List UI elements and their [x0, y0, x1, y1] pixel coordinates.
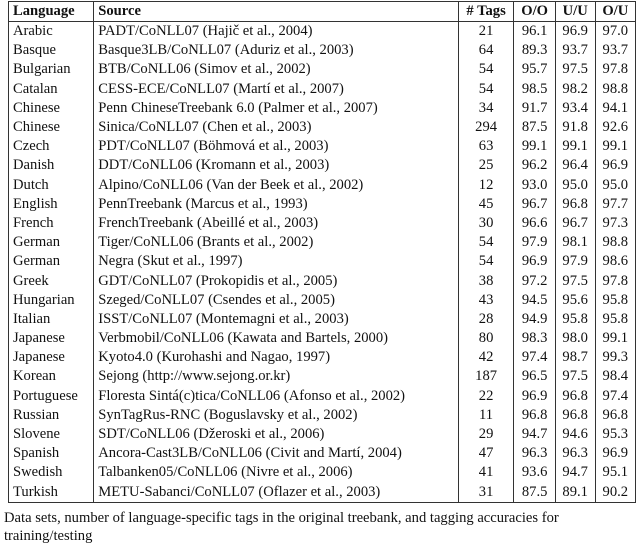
cell-language: Chinese	[9, 118, 94, 137]
cell-oo: 97.9	[514, 233, 555, 252]
cell-oo: 96.6	[514, 214, 555, 233]
cell-source: DDT/CoNLL06 (Kromann et al., 2003)	[94, 156, 458, 175]
cell-uu: 93.7	[555, 41, 595, 60]
table-row	[9, 463, 636, 482]
table-row	[9, 271, 636, 290]
cell-ou: 97.7	[595, 195, 635, 214]
cell-source: CESS-ECE/CoNLL07 (Martí et al., 2007)	[94, 80, 458, 99]
cell-ou: 99.1	[595, 137, 635, 156]
cell-tags: 54	[458, 60, 514, 79]
column-header-uu: U/U	[555, 2, 595, 22]
table-row	[9, 252, 636, 271]
cell-tags: 42	[458, 348, 514, 367]
cell-oo: 93.6	[514, 463, 555, 482]
cell-ou: 90.2	[595, 483, 635, 503]
cell-tags: 43	[458, 291, 514, 310]
cell-uu: 96.3	[555, 444, 595, 463]
cell-source: Sejong (http://www.sejong.or.kr)	[94, 367, 458, 386]
table-caption: Data sets, number of language-specific tags in the original treebank, and tagging accuracies for training/testing	[4, 509, 559, 544]
table-row	[9, 310, 636, 329]
table-row	[9, 329, 636, 348]
table-row	[9, 444, 636, 463]
cell-oo: 96.1	[514, 22, 555, 42]
cell-oo: 89.3	[514, 41, 555, 60]
cell-oo: 94.5	[514, 291, 555, 310]
cell-language: Czech	[9, 137, 94, 156]
cell-uu: 93.4	[555, 99, 595, 118]
cell-ou: 97.0	[595, 22, 635, 42]
cell-oo: 96.9	[514, 252, 555, 271]
cell-uu: 95.6	[555, 291, 595, 310]
table-row	[9, 99, 636, 118]
cell-oo: 94.9	[514, 310, 555, 329]
cell-language: Dutch	[9, 176, 94, 195]
cell-tags: 187	[458, 367, 514, 386]
table-row	[9, 348, 636, 367]
cell-language: Korean	[9, 367, 94, 386]
cell-ou: 93.7	[595, 41, 635, 60]
cell-tags: 54	[458, 252, 514, 271]
cell-language: Catalan	[9, 80, 94, 99]
cell-tags: 63	[458, 137, 514, 156]
cell-language: Basque	[9, 41, 94, 60]
cell-source: Kyoto4.0 (Kurohashi and Nagao, 1997)	[94, 348, 458, 367]
cell-language: Chinese	[9, 99, 94, 118]
cell-uu: 96.8	[555, 406, 595, 425]
cell-source: ISST/CoNLL07 (Montemagni et al., 2003)	[94, 310, 458, 329]
table-row	[9, 214, 636, 233]
table-body	[9, 22, 636, 503]
cell-uu: 96.8	[555, 387, 595, 406]
cell-language: German	[9, 252, 94, 271]
cell-tags: 294	[458, 118, 514, 137]
table-row	[9, 387, 636, 406]
cell-tags: 22	[458, 387, 514, 406]
cell-source: Penn ChineseTreebank 6.0 (Palmer et al., 2007)	[94, 99, 458, 118]
column-header-language: Language	[9, 2, 94, 22]
table-row	[9, 156, 636, 175]
cell-language: Russian	[9, 406, 94, 425]
cell-tags: 38	[458, 271, 514, 290]
cell-oo: 96.9	[514, 387, 555, 406]
cell-language: Japanese	[9, 348, 94, 367]
cell-ou: 97.8	[595, 271, 635, 290]
cell-tags: 12	[458, 176, 514, 195]
cell-uu: 97.5	[555, 367, 595, 386]
cell-source: FrenchTreebank (Abeillé et al., 2003)	[94, 214, 458, 233]
cell-uu: 98.1	[555, 233, 595, 252]
cell-tags: 80	[458, 329, 514, 348]
cell-source: Ancora-Cast3LB/CoNLL06 (Civit and Martí, 2004)	[94, 444, 458, 463]
cell-source: Alpino/CoNLL06 (Van der Beek et al., 2002)	[94, 176, 458, 195]
cell-oo: 98.5	[514, 80, 555, 99]
cell-ou: 97.3	[595, 214, 635, 233]
cell-language: English	[9, 195, 94, 214]
cell-ou: 98.4	[595, 367, 635, 386]
cell-language: German	[9, 233, 94, 252]
cell-tags: 34	[458, 99, 514, 118]
cell-ou: 98.8	[595, 233, 635, 252]
cell-source: BTB/CoNLL06 (Simov et al., 2002)	[94, 60, 458, 79]
cell-uu: 96.9	[555, 22, 595, 42]
cell-oo: 96.2	[514, 156, 555, 175]
cell-language: Danish	[9, 156, 94, 175]
cell-tags: 64	[458, 41, 514, 60]
cell-tags: 54	[458, 233, 514, 252]
cell-language: Hungarian	[9, 291, 94, 310]
cell-source: Verbmobil/CoNLL06 (Kawata and Bartels, 2000)	[94, 329, 458, 348]
table-row	[9, 367, 636, 386]
column-header-oo: O/O	[514, 2, 555, 22]
table-row	[9, 425, 636, 444]
results-table	[8, 1, 636, 503]
cell-oo: 97.2	[514, 271, 555, 290]
cell-ou: 98.8	[595, 80, 635, 99]
cell-source: GDT/CoNLL07 (Prokopidis et al., 2005)	[94, 271, 458, 290]
cell-uu: 96.4	[555, 156, 595, 175]
cell-language: Spanish	[9, 444, 94, 463]
cell-oo: 95.7	[514, 60, 555, 79]
cell-oo: 87.5	[514, 483, 555, 503]
cell-uu: 96.8	[555, 195, 595, 214]
cell-source: SDT/CoNLL06 (Džeroski et al., 2006)	[94, 425, 458, 444]
table-row	[9, 176, 636, 195]
cell-oo: 97.4	[514, 348, 555, 367]
cell-tags: 21	[458, 22, 514, 42]
cell-ou: 95.1	[595, 463, 635, 482]
cell-ou: 96.9	[595, 444, 635, 463]
cell-ou: 94.1	[595, 99, 635, 118]
cell-tags: 29	[458, 425, 514, 444]
cell-oo: 96.7	[514, 195, 555, 214]
table-row	[9, 80, 636, 99]
table-row	[9, 41, 636, 60]
cell-oo: 96.8	[514, 406, 555, 425]
cell-language: Slovene	[9, 425, 94, 444]
cell-language: Portuguese	[9, 387, 94, 406]
cell-source: Floresta Sintá(c)tica/CoNLL06 (Afonso et al., 2002)	[94, 387, 458, 406]
cell-ou: 92.6	[595, 118, 635, 137]
table-row	[9, 137, 636, 156]
cell-ou: 98.6	[595, 252, 635, 271]
cell-ou: 95.8	[595, 291, 635, 310]
cell-ou: 97.8	[595, 60, 635, 79]
table-row	[9, 483, 636, 503]
cell-uu: 97.9	[555, 252, 595, 271]
cell-uu: 89.1	[555, 483, 595, 503]
table-row	[9, 22, 636, 42]
cell-oo: 87.5	[514, 118, 555, 137]
cell-oo: 96.5	[514, 367, 555, 386]
cell-tags: 28	[458, 310, 514, 329]
table-row	[9, 291, 636, 310]
cell-source: METU-Sabanci/CoNLL07 (Oflazer et al., 2003)	[94, 483, 458, 503]
cell-oo: 91.7	[514, 99, 555, 118]
cell-source: Talbanken05/CoNLL06 (Nivre et al., 2006)	[94, 463, 458, 482]
cell-source: Negra (Skut et al., 1997)	[94, 252, 458, 271]
cell-tags: 25	[458, 156, 514, 175]
cell-tags: 47	[458, 444, 514, 463]
cell-uu: 95.0	[555, 176, 595, 195]
cell-tags: 31	[458, 483, 514, 503]
cell-source: Tiger/CoNLL06 (Brants et al., 2002)	[94, 233, 458, 252]
cell-tags: 30	[458, 214, 514, 233]
cell-oo: 93.0	[514, 176, 555, 195]
cell-language: French	[9, 214, 94, 233]
table-row	[9, 195, 636, 214]
cell-source: SynTagRus-RNC (Boguslavsky et al., 2002)	[94, 406, 458, 425]
cell-uu: 98.0	[555, 329, 595, 348]
cell-tags: 54	[458, 80, 514, 99]
cell-language: Arabic	[9, 22, 94, 42]
cell-tags: 41	[458, 463, 514, 482]
cell-uu: 99.1	[555, 137, 595, 156]
cell-oo: 99.1	[514, 137, 555, 156]
cell-source: Sinica/CoNLL07 (Chen et al., 2003)	[94, 118, 458, 137]
cell-source: PennTreebank (Marcus et al., 1993)	[94, 195, 458, 214]
table-row	[9, 118, 636, 137]
cell-ou: 99.3	[595, 348, 635, 367]
cell-uu: 98.7	[555, 348, 595, 367]
cell-language: Greek	[9, 271, 94, 290]
cell-source: PADT/CoNLL07 (Hajič et al., 2004)	[94, 22, 458, 42]
column-header-ou: O/U	[595, 2, 635, 22]
cell-ou: 96.8	[595, 406, 635, 425]
cell-uu: 95.8	[555, 310, 595, 329]
cell-uu: 97.5	[555, 271, 595, 290]
cell-tags: 11	[458, 406, 514, 425]
cell-oo: 96.3	[514, 444, 555, 463]
cell-ou: 99.1	[595, 329, 635, 348]
column-header-source: Source	[94, 2, 458, 22]
cell-ou: 95.3	[595, 425, 635, 444]
column-header-tags: # Tags	[458, 2, 514, 22]
cell-oo: 94.7	[514, 425, 555, 444]
cell-uu: 94.6	[555, 425, 595, 444]
cell-uu: 96.7	[555, 214, 595, 233]
header-row	[9, 2, 636, 22]
cell-uu: 97.5	[555, 60, 595, 79]
cell-oo: 98.3	[514, 329, 555, 348]
cell-uu: 91.8	[555, 118, 595, 137]
table-row	[9, 60, 636, 79]
cell-source: Szeged/CoNLL07 (Csendes et al., 2005)	[94, 291, 458, 310]
cell-ou: 96.9	[595, 156, 635, 175]
cell-language: Turkish	[9, 483, 94, 503]
cell-ou: 97.4	[595, 387, 635, 406]
cell-language: Bulgarian	[9, 60, 94, 79]
table-row	[9, 406, 636, 425]
cell-ou: 95.0	[595, 176, 635, 195]
cell-source: PDT/CoNLL07 (Böhmová et al., 2003)	[94, 137, 458, 156]
cell-source: Basque3LB/CoNLL07 (Aduriz et al., 2003)	[94, 41, 458, 60]
cell-uu: 98.2	[555, 80, 595, 99]
cell-tags: 45	[458, 195, 514, 214]
cell-language: Italian	[9, 310, 94, 329]
table-row	[9, 233, 636, 252]
cell-uu: 94.7	[555, 463, 595, 482]
cell-language: Swedish	[9, 463, 94, 482]
cell-ou: 95.8	[595, 310, 635, 329]
cell-language: Japanese	[9, 329, 94, 348]
